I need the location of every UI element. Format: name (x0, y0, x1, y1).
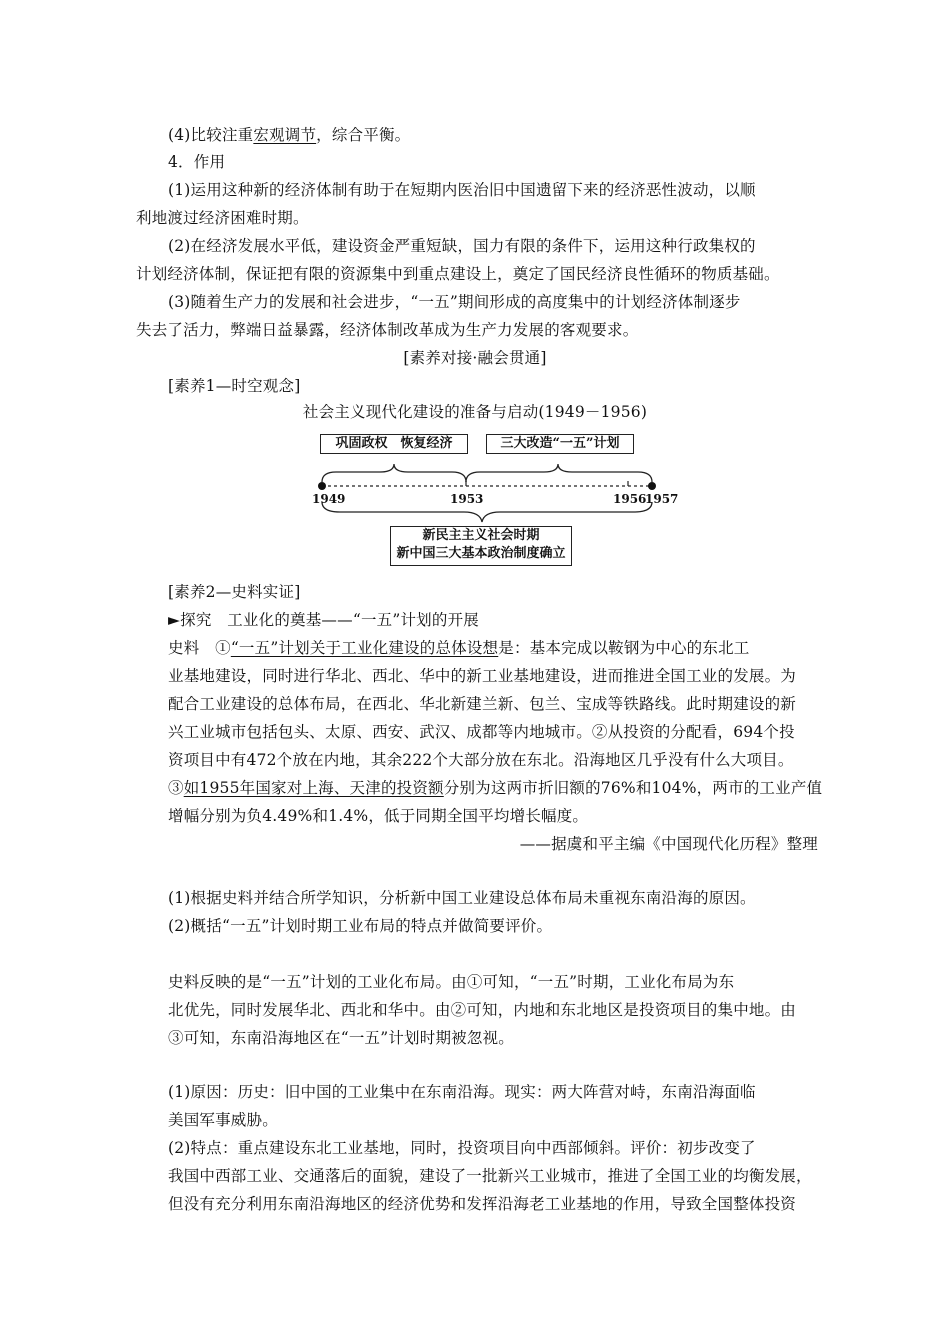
box-bottom-line1: 新民主主义社会时期 (422, 528, 540, 543)
source-citation: ——据虞和平主编《中国现代化历程》整理 (519, 835, 818, 853)
text-line: (1)运用这种新的经济体制有助于在短期内医治旧中国遗留下来的经济恶性波动，以顺 (168, 181, 756, 199)
text-line: ③可知，东南沿海地区在“一五”计划时期被忽视。 (168, 1029, 514, 1047)
answer-line: 我国中西部工业、交通落后的面貌，建设了一批新兴工业城市，推进了全国工业的均衡发展， (168, 1167, 812, 1185)
box-bottom-line2: 新中国三大基本政治制度确立 (396, 546, 566, 561)
text-line: (3)随着生产力的发展和社会进步，“一五”期间形成的高度集中的计划经济体制逐步 (168, 293, 741, 311)
section-label: [素养1—时空观念] (168, 377, 301, 395)
diagram-title: 社会主义现代化建设的准备与启动(1949－1956) (302, 403, 648, 421)
question-line: (1)根据史料并结合所学知识，分析新中国工业建设总体布局未重视东南沿海的原因。 (168, 889, 756, 907)
timeline-box-right: 三大改造“一五”计划 (486, 434, 634, 454)
year-label: 1956 (613, 492, 647, 506)
text-line: (2)在经济发展水平低，建设资金严重短缺，国力有限的条件下，运用这种行政集权的 (168, 237, 756, 255)
text-line: 业基地建设，同时进行华北、西北、华中的新工业基地建设，进而推进全国工业的发展。为 (168, 667, 797, 685)
text-line: 4．作用 (168, 153, 226, 171)
answer-line: 但没有充分利用东南沿海地区的经济优势和发挥沿海老工业基地的作用，导致全国整体投资 (168, 1195, 797, 1213)
question-line: (2)概括“一五”计划时期工业布局的特点并做简要评价。 (168, 917, 553, 935)
inquiry-heading: ►探究 工业化的奠基——“一五”计划的开展 (168, 611, 479, 629)
text-line: ③如1955年国家对上海、天津的投资额分别为这两市折旧额的76%和104%，两市的工业产值 (168, 779, 823, 797)
section-label: [素养2—史料实证] (168, 583, 301, 601)
text-line: 兴工业城市包括包头、太原、西安、武汉、成都等内地城市。②从投资的分配看，694个投 (168, 723, 795, 741)
answer-line: (1)原因：历史：旧中国的工业集中在东南沿海。现实：两大阵营对峙，东南沿海面临 (168, 1083, 756, 1101)
year-label: 1953 (450, 492, 484, 506)
text-line: 利地渡过经济困难时期。 (136, 209, 309, 227)
timeline-box-bottom (390, 526, 572, 566)
text-line: 计划经济体制，保证把有限的资源集中到重点建设上，奠定了国民经济良性循环的物质基础。 (136, 265, 780, 283)
section-heading: [素养对接·融会贯通] (403, 349, 547, 367)
timeline-diagram (300, 426, 679, 578)
text-line: 增幅分别为负4.49%和1.4%，低于同期全国平均增长幅度。 (168, 807, 589, 825)
text-line: 史料 ①“一五”计划关于工业化建设的总体设想是：基本完成以鞍钢为中心的东北工 (168, 639, 750, 657)
text-line: (4)比较注重宏观调节，综合平衡。 (168, 126, 411, 144)
answer-line: (2)特点：重点建设东北工业基地，同时，投资项目向中西部倾斜。评价：初步改变了 (168, 1139, 756, 1157)
answer-line: 美国军事威胁。 (168, 1111, 278, 1129)
text-line: 资项目中有472个放在内地，其余222个大部分放在东北。沿海地区几乎没有什么大项目。 (168, 751, 794, 769)
text-line: 北优先，同时发展华北、西北和华中。由②可知，内地和东北地区是投资项目的集中地。由 (168, 1001, 797, 1019)
timeline-box-left: 巩固政权 恢复经济 (320, 434, 468, 454)
text-line: 配合工业建设的总体布局，在西北、华北新建兰新、包兰、宝成等铁路线。此时期建设的新 (168, 695, 797, 713)
year-label: 1949 (312, 492, 346, 506)
year-label: 1957 (645, 492, 679, 506)
text-line: 失去了活力，弊端日益暴露，经济体制改革成为生产力发展的客观要求。 (136, 321, 639, 339)
text-line: 史料反映的是“一五”计划的工业化布局。由①可知，“一五”时期，工业化布局为东 (168, 973, 735, 991)
